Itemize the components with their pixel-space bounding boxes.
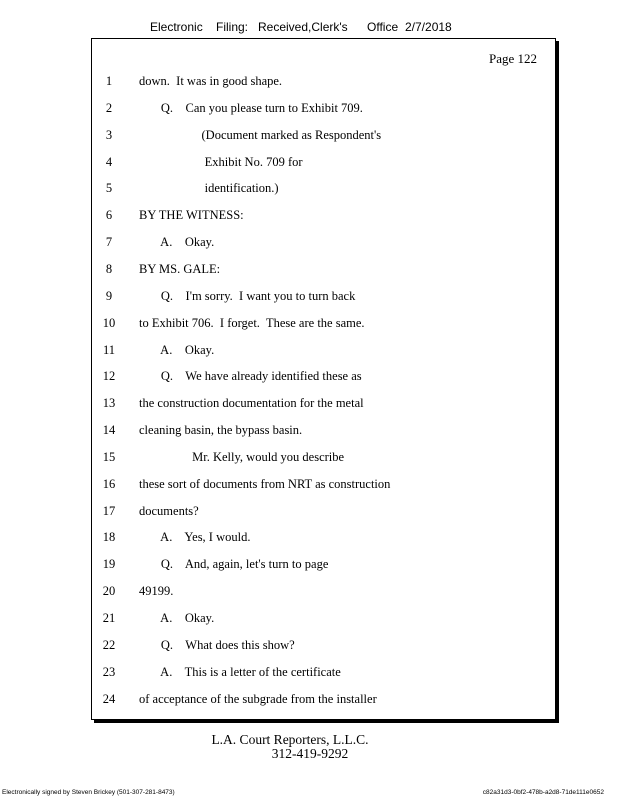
filing-stamp-word: Electronic [150,20,203,34]
transcript-line [92,343,555,361]
line-text: (Document marked as Respondent's [139,127,382,142]
line-number: 6 [105,208,113,223]
line-text: A. Okay. [139,611,215,625]
line-text: 49199. [139,584,174,599]
line-text: cleaning basin, the bypass basin. [139,423,303,438]
line-number: 19 [102,557,116,572]
line-text: Q. We have already identified these as [139,369,362,384]
line-text: the construction documentation for the metal [139,396,364,411]
line-text: Q. What does this show? [139,637,295,652]
line-number: 9 [105,288,113,303]
line-text: BY THE WITNESS: [139,208,244,223]
transcript-line [92,155,555,173]
transcript-line [92,530,555,548]
page-number: Page 122 [488,51,537,66]
transcript-line [92,423,555,441]
line-text: down. It was in good shape. [139,74,283,88]
transcript-page-frame [91,38,556,720]
transcript-line [92,692,555,710]
transcript-line [92,235,555,253]
transcript-line [92,74,555,92]
line-number: 5 [105,181,113,196]
transcript-line [92,289,555,307]
reporter-firm: L.A. Court Reporters, L.L.C. [211,732,369,747]
line-text: identification.) [139,181,279,196]
line-text: these sort of documents from NRT as construction [139,476,391,491]
line-number: 12 [102,369,116,384]
line-text: BY MS. GALE: [139,261,221,276]
line-number: 1 [105,74,113,88]
line-number: 2 [105,100,113,115]
line-number: 23 [102,664,116,679]
line-text: Mr. Kelly, would you describe [139,449,345,464]
line-number: 14 [102,423,116,438]
electronic-signature: Electronically signed by Steven Brickey (501-307-281-8473) [2,789,175,796]
transcript-line [92,504,555,522]
transcript-line [92,181,555,199]
transcript-line [92,101,555,119]
line-number: 3 [105,127,113,142]
transcript-line [92,611,555,629]
reporter-phone: 312-419-9292 [271,746,349,761]
transcript-line [92,208,555,226]
filing-stamp-word: Office [367,20,399,34]
line-text: Q. Can you please turn to Exhibit 709. [139,100,363,115]
transcript-line [92,450,555,468]
line-text: Q. I'm sorry. I want you to turn back [139,288,356,303]
line-number: 7 [105,235,113,250]
line-number: 4 [105,154,113,169]
transcript-line [92,396,555,414]
document-hash: c82a31d3-0bf2-478b-a2d8-71de111e0652 [482,789,604,796]
filing-stamp-word: Received,Clerk's [258,20,348,34]
transcript-line [92,316,555,334]
line-text: of acceptance of the subgrade from the installer [139,691,377,706]
line-text: documents? [139,503,199,518]
line-text: Exhibit No. 709 for [139,154,303,169]
line-number: 16 [102,476,116,491]
line-text: A. Okay. [139,235,215,250]
line-text: A. Yes, I would. [139,530,251,545]
line-number: 20 [102,584,116,599]
transcript-line [92,557,555,575]
line-number: 10 [102,315,116,330]
line-text: to Exhibit 706. I forget. These are the same. [139,315,365,330]
transcript-line [92,477,555,495]
line-number: 13 [102,396,116,411]
line-text: Q. And, again, let's turn to page [139,557,329,572]
line-number: 11 [102,342,116,357]
transcript-line [92,128,555,146]
line-number: 18 [102,530,116,545]
transcript-line [92,584,555,602]
line-number: 24 [102,691,116,706]
transcript-line [92,369,555,387]
line-number: 21 [102,611,116,625]
filing-stamp-date: 2/7/2018 [405,20,452,34]
transcript-line [92,262,555,280]
line-number: 8 [105,261,113,276]
line-text: A. This is a letter of the certificate [139,664,341,679]
line-text: A. Okay. [139,342,215,357]
transcript-line [92,638,555,656]
transcript-line [92,665,555,683]
line-number: 22 [102,637,116,652]
line-number: 17 [102,503,116,518]
line-number: 15 [102,449,116,464]
filing-stamp-word: Filing: [216,20,249,34]
